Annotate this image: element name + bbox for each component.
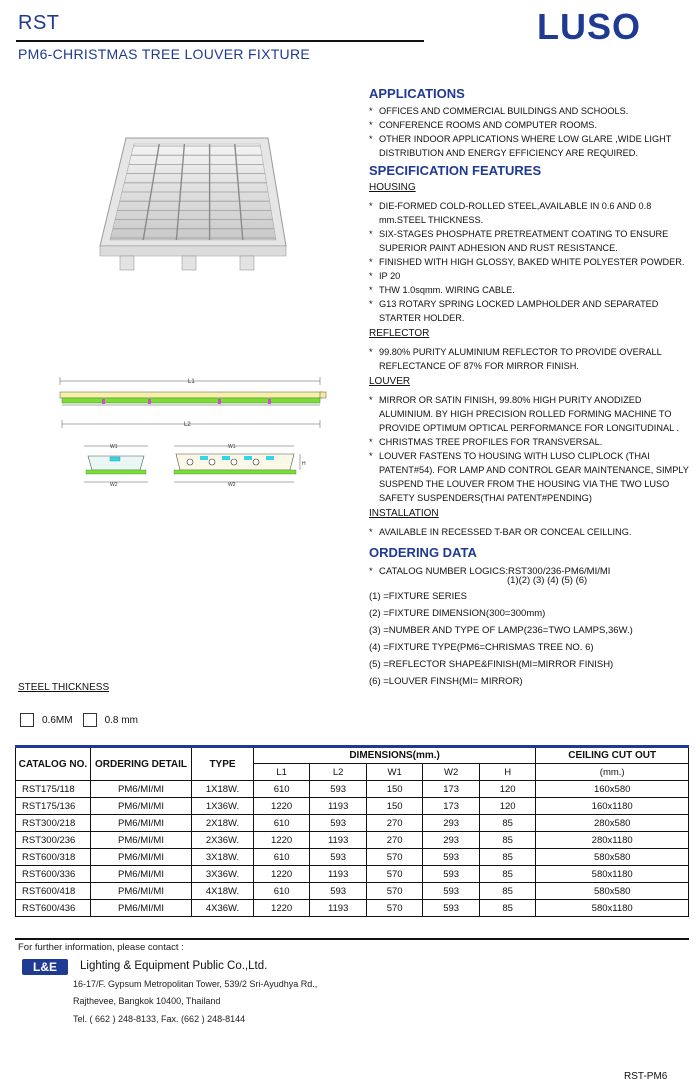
table-cell: 593 [310,781,367,798]
table-cell: 580x580 [536,849,689,866]
table-cell: 3X18W. [192,849,254,866]
brand-logo: LUSO [537,6,642,47]
ordering-line: (4) =FIXTURE TYPE(PM6=CHRISMAS TREE NO. 6) [369,642,594,653]
table-cell: 293 [423,832,479,849]
table-cell: PM6/MI/MI [90,781,191,798]
ordering-line: (1) =FIXTURE SERIES [369,591,467,602]
table-cell: RST175/136 [16,798,91,815]
col-w2: W2 [423,764,479,781]
table-cell: RST600/336 [16,866,91,883]
table-cell: PM6/MI/MI [90,798,191,815]
housing-item: * DIE-FORMED COLD-ROLLED STEEL,AVAILABLE IN 0.6 AND 0.8 mm.STEEL THICKNESS. [369,199,697,227]
table-cell: 1220 [253,798,310,815]
table-cell: 3X36W. [192,866,254,883]
table-row [16,883,689,900]
table-cell: 270 [366,832,422,849]
table-cell: 280x580 [536,815,689,832]
table-cell: 610 [253,849,310,866]
ordering-line: (3) =NUMBER AND TYPE OF LAMP(236=TWO LAMPS,36W.) [369,625,633,636]
table-cell: 593 [310,883,367,900]
table-cell: 173 [423,781,479,798]
col-cut-out-unit: (mm.) [536,764,689,781]
col-type: TYPE [192,747,254,781]
ordering-line: (2) =FIXTURE DIMENSION(300=300mm) [369,608,546,619]
table-cell: 160x1180 [536,798,689,815]
ordering-table [15,745,689,917]
company-name: Lighting & Equipment Public Co.,Ltd. [80,960,268,972]
table-cell: PM6/MI/MI [90,883,191,900]
table-cell: 570 [366,900,422,917]
dim-w2-label: W2 [110,482,118,488]
table-cell: 593 [423,883,479,900]
louver-item: * CHRISTMAS TREE PROFILES FOR TRANSVERSAL. [369,435,697,449]
section-drawing-multi [170,442,312,488]
option-0-6mm-label: 0.6MM [42,714,73,726]
table-cell: 270 [366,815,422,832]
housing-item: * THW 1.0sqmm. WIRING CABLE. [369,283,697,297]
louver-item: * LOUVER FASTENS TO HOUSING WITH LUSO CLIPLOCK (THAI PATENT#54). FOR LAMP AND CONTROL GEAR MAINTENANCE, SIMPLY SUSPEND THE LOUVER FROM THE HOUSING VIA THE TWO LUSO SAFETY SUSPENDERS(THAI PATENT#PENDING) [369,449,697,505]
le-logo: L&E [22,959,68,975]
table-row [16,832,689,849]
col-ceiling-cut-out: CEILING CUT OUT [536,747,689,764]
installation-title: INSTALLATION [369,508,439,519]
table-cell: 150 [366,781,422,798]
table-cell: RST300/236 [16,832,91,849]
table-cell: 4X36W. [192,900,254,917]
table-cell: 85 [479,883,535,900]
dim-w1-label: W1 [110,444,118,450]
table-cell: 120 [479,781,535,798]
table-cell: PM6/MI/MI [90,832,191,849]
reflector-item: * 99.80% PURITY ALUMINIUM REFLECTOR TO PROVIDE OVERALL REFLECTANCE OF 87% FOR MIRROR FINISH. [369,345,697,373]
table-cell: 4X18W. [192,883,254,900]
table-cell: 280x1180 [536,832,689,849]
table-cell: 1220 [253,900,310,917]
col-w1: W1 [366,764,422,781]
table-cell: 1X18W. [192,781,254,798]
table-cell: 85 [479,832,535,849]
table-row [16,900,689,917]
phone-fax: Tel. ( 662 ) 248-8133, Fax. (662 ) 248-8144 [73,1014,246,1024]
table-row [16,815,689,832]
table-cell: 570 [366,849,422,866]
table-cell: 593 [423,866,479,883]
table-cell: 85 [479,900,535,917]
ordering-line: (5) =REFLECTOR SHAPE&FINISH(MI=MIRROR FINISH) [369,659,614,670]
table-cell: RST175/118 [16,781,91,798]
table-cell: PM6/MI/MI [90,866,191,883]
ordering-logic-index: (1)(2) (3) (4) (5) (6) [507,575,588,586]
table-cell: 150 [366,798,422,815]
louver-item: * MIRROR OR SATIN FINISH, 99.80% HIGH PURITY ANODIZED ALUMINIUM. BY HIGH PRECISION ROLLED FORMING MACHINE TO PROVIDE OPTIMUM OPTICAL PERFORMANCE FOR LONGITUDINAL . [369,393,697,435]
table-cell: 610 [253,815,310,832]
table-cell: 570 [366,866,422,883]
product-subtitle: PM6-CHRISTMAS TREE LOUVER FIXTURE [18,46,311,62]
table-row [16,798,689,815]
col-ordering-detail: ORDERING DETAIL [90,747,191,781]
table-cell: 593 [310,815,367,832]
table-cell: RST600/318 [16,849,91,866]
footer-divider [15,938,689,940]
dim-w1-label: W1 [228,444,236,450]
table-cell: 173 [423,798,479,815]
housing-item: * FINISHED WITH HIGH GLOSSY, BAKED WHITE POLYESTER POWDER. [369,255,697,269]
table-cell: 593 [423,900,479,917]
table-cell: 593 [310,849,367,866]
application-item: * CONFERENCE ROOMS AND COMPUTER ROOMS. [369,118,697,132]
housing-title: HOUSING [369,182,416,193]
table-cell: 1220 [253,866,310,883]
table-cell: 570 [366,883,422,900]
dim-l2-label: L2 [184,422,191,428]
reflector-title: REFLECTOR [369,328,430,339]
checkbox-0-8mm[interactable] [83,713,97,727]
housing-item: * G13 ROTARY SPRING LOCKED LAMPHOLDER AND SEPARATED STARTER HOLDER. [369,297,697,325]
steel-thickness-options [20,713,148,727]
table-row [16,849,689,866]
fixture-photo [96,134,288,280]
table-cell: 580x1180 [536,866,689,883]
application-item: * OTHER INDOOR APPLICATIONS WHERE LOW GLARE ,WIDE LIGHT DISTRIBUTION AND ENERGY EFFICIENCY ARE REQUIRED. [369,132,697,160]
table-cell: 580x580 [536,883,689,900]
col-h: H [479,764,535,781]
section-drawing-single [80,442,152,488]
col-dimensions: DIMENSIONS(mm.) [253,747,536,764]
table-cell: RST300/218 [16,815,91,832]
dim-l1-label: L1 [188,379,195,385]
applications-title: APPLICATIONS [369,86,465,101]
header-divider [16,40,424,42]
col-l1: L1 [253,764,310,781]
col-l2: L2 [310,764,367,781]
side-elevation-drawing [58,374,328,430]
housing-item: * SIX-STAGES PHOSPHATE PRETREATMENT COATING TO ENSURE SUPERIOR PAINT ADHESION AND RUST RESISTANCE. [369,227,697,255]
dim-h-label: H [302,461,306,467]
address-line-2: Rajthevee, Bangkok 10400, Thailand [73,996,221,1006]
table-cell: 1193 [310,832,367,849]
installation-item: * AVAILABLE IN RECESSED T-BAR OR CONCEAL CEILLING. [369,525,697,539]
table-cell: 293 [423,815,479,832]
table-cell: 160x580 [536,781,689,798]
product-code: RST [18,12,60,34]
table-cell: 593 [423,849,479,866]
ordering-title: ORDERING DATA [369,545,477,560]
spec-column [369,86,697,690]
table-cell: 85 [479,866,535,883]
table-cell: RST600/436 [16,900,91,917]
table-cell: 2X36W. [192,832,254,849]
louver-title: LOUVER [369,376,411,387]
table-cell: 85 [479,849,535,866]
table-row [16,781,689,798]
table-cell: 120 [479,798,535,815]
table-row [16,866,689,883]
address-line-1: 16-17/F. Gypsum Metropolitan Tower, 539/2 Sri-Ayudhya Rd., [73,979,318,989]
ordering-line: (6) =LOUVER FINSH(MI= MIRROR) [369,676,523,687]
dim-w2-label: W2 [228,482,236,488]
table-cell: PM6/MI/MI [90,900,191,917]
table-cell: 610 [253,781,310,798]
table-cell: PM6/MI/MI [90,849,191,866]
application-item: * OFFICES AND COMMERCIAL BUILDINGS AND SCHOOLS. [369,104,697,118]
table-cell: 1193 [310,900,367,917]
spec-features-title: SPECIFICATION FEATURES [369,163,542,178]
table-cell: 1193 [310,866,367,883]
option-0-8mm-label: 0.8 mm [104,714,138,726]
table-cell: 1X36W. [192,798,254,815]
steel-thickness-title: STEEL THICKNESS [18,682,110,693]
checkbox-0-6mm[interactable] [20,713,34,727]
table-cell: 610 [253,883,310,900]
ordering-logic: * CATALOG NUMBER LOGICS:RST300/236-PM6/MI/MI [369,563,697,580]
table-cell: 2X18W. [192,815,254,832]
table-cell: PM6/MI/MI [90,815,191,832]
col-catalog-no: CATALOG NO. [16,747,91,781]
table-cell: 580x1180 [536,900,689,917]
table-cell: RST600/418 [16,883,91,900]
table-cell: 1220 [253,832,310,849]
table-cell: 85 [479,815,535,832]
housing-item: * IP 20 [369,269,697,283]
table-cell: 1193 [310,798,367,815]
page-reference: RST-PM6 [624,1071,668,1082]
contact-intro: For further information, please contact : [18,942,184,953]
